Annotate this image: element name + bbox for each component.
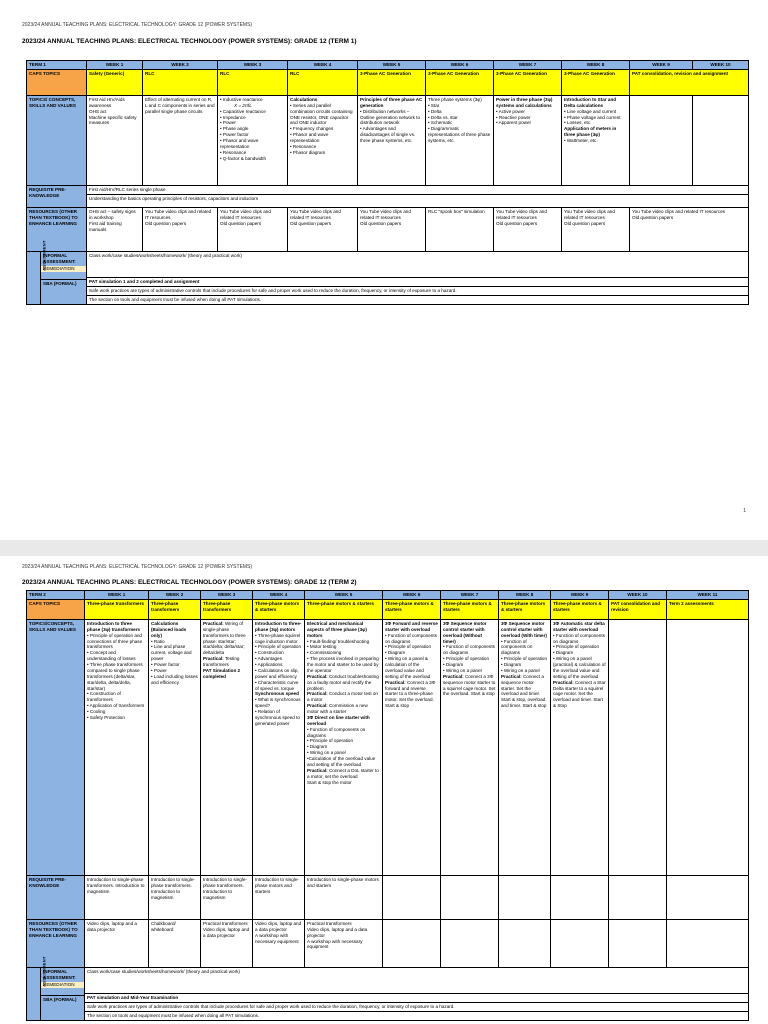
topic-item: • Advantages and disadvantages of single vs. three phase systems, etc. — [360, 126, 423, 144]
topic-item: • Diagrammatic representations of three phase systems, etc. — [428, 126, 491, 144]
topic-item: • Safety Protection — [87, 715, 146, 721]
topic-item: • Function of components on diagrams — [501, 639, 548, 657]
topic-item: • Star — [428, 103, 491, 109]
week-header: WEEK 3 — [201, 591, 253, 600]
informal-assessment-text: Class work/case studies/worksheets/homework/ (theory and practical work) — [85, 967, 749, 993]
topic-cell-week-7 — [441, 619, 499, 875]
week-header: WEEK 4 — [253, 591, 305, 600]
topic-item: • Fault-finding/ troubleshooting — [307, 639, 380, 645]
topic-cell-week-11 — [667, 619, 749, 875]
topic-item: • Function of components on diagrams — [443, 644, 496, 656]
caps-topic: PAT consolidation and revision — [609, 599, 667, 619]
sba-note: The section on tools and equipment must be infused when doing all PAT simulations. — [89, 296, 262, 302]
prerequisite-cell — [551, 875, 609, 919]
topic-item: • Delta — [428, 109, 491, 115]
caps-topic: 3-Phase AC Generation — [426, 69, 494, 95]
resource-cell — [143, 207, 218, 251]
informal-assessment-label: INFORMAL ASSESSMENT: REMEDIATION — [41, 968, 85, 996]
topic-cell-week-3 — [218, 95, 288, 185]
caps-topic: RLC — [288, 69, 358, 95]
informal-assessment-row — [27, 251, 749, 277]
page-term-2 — [0, 556, 768, 1024]
resources-row — [27, 207, 749, 251]
topic-heading: 3Φ Direct on line starter with overload — [307, 714, 370, 726]
topic-item: • Principle of operation and connections of three phase transformers — [87, 633, 146, 651]
topic-item: • Principle of operation — [553, 644, 606, 650]
topic-cell-week-3 — [201, 619, 253, 875]
resource-cell — [358, 207, 426, 251]
topic-cell-week-7 — [494, 95, 562, 185]
resource-line: Old question papers — [496, 220, 538, 226]
caps-topics-label: CAPS TOPICS — [27, 599, 85, 619]
informal-assessment-text: Class work/case studies/worksheets/homework/ (theory and practical work) — [87, 251, 749, 277]
topic-item: • Power — [220, 120, 285, 126]
topic-heading: Application of meters in three phase (3φ) — [564, 126, 617, 138]
topic-item: • The process involved in preparing the motor and starter to be used by the operator — [307, 656, 380, 674]
week-header: WEEK 7 — [494, 61, 562, 70]
week-header-row — [27, 591, 749, 600]
term-label: TERM 1 — [27, 61, 87, 70]
caps-topics-row — [27, 599, 749, 619]
week-header: WEEK 9 — [630, 61, 693, 70]
week-header: WEEK 8 — [562, 61, 630, 70]
practical-line: Practical: Conduct a motor test on a motor — [307, 691, 378, 703]
topic-item: • Diagram — [385, 650, 438, 656]
topic-item: • Diagram — [443, 662, 496, 668]
week-header: WEEK 2 — [149, 591, 201, 600]
topic-heading: Synchronous speed — [255, 691, 299, 697]
prerequisite-row — [27, 875, 749, 919]
topic-item: • Wiring on a panel — [443, 668, 496, 674]
reactance-formula: X = 2πfL — [234, 102, 252, 108]
resources-row — [27, 919, 749, 967]
topic-item: • Cooling — [87, 709, 146, 715]
sba-heading: PAT simulation and Mid-Year Examination — [85, 994, 748, 1003]
topic-list — [553, 633, 606, 680]
topic-cell-week-10 — [693, 95, 749, 185]
topic-heading: Calculations — [290, 96, 318, 102]
caps-topics-label: CAPS TOPICS — [27, 69, 87, 95]
topic-cell-week-1 — [85, 619, 149, 875]
practical-line: Practical: Wiring of single-phase transformers to three phase: star/star; star/delta; delta/star; delta/delta — [203, 620, 246, 656]
topic-item: • Phase voltage and current — [564, 115, 627, 121]
caps-topic: Three-phase transformers — [149, 599, 201, 619]
resource-line: You Tube video clips and related IT resources — [220, 208, 271, 220]
topic-list — [220, 109, 285, 162]
page-title: 2023/24 ANNUAL TEACHING PLANS: ELECTRICAL TECHNOLOGY (POWER SYSTEMS): GRADE 12 (TERM 2) — [22, 579, 357, 586]
topic-item: • Diagram — [501, 662, 548, 668]
week-header: WEEK 10 — [609, 591, 667, 600]
topic-item: • Relation of synchronous speed to generated power — [255, 709, 302, 727]
practical-line: Practical: Connect a 3Φ sequence motor starter to a squirrel cage motor. Set the overload. Start & stop — [443, 673, 496, 697]
sba-label: SBA (FORMAL) — [41, 279, 87, 304]
topic-item: • Three phase transformers compared to single phase transformers (delta/star, star/delta, delta/delta, star/star) — [87, 662, 146, 691]
practical-line: Practical: Conduct troubleshooting on a faulty motor and rectify the problem — [307, 673, 379, 691]
resource-cell — [562, 207, 630, 251]
term-label: TERM 2 — [27, 591, 85, 600]
prerequisite-cell: Introduction to single-phase transformers. Introduction to magnetism — [201, 875, 253, 919]
topics-row — [27, 619, 749, 875]
topic-item: • Construction of transformers — [87, 691, 146, 703]
topic-item: • Line and phase current, voltage and power — [151, 644, 198, 662]
topics-label: TOPICS/CONCEPTS, SKILLS AND VALUES — [27, 619, 85, 875]
topic-cell-week-6 — [383, 619, 441, 875]
sba-label: SBA (FORMAL) — [41, 995, 85, 1020]
caps-topic: Three-phase transformers — [85, 599, 149, 619]
topic-list — [496, 109, 559, 127]
topic-cell-week-6 — [426, 95, 494, 185]
running-header: 2023/24 ANNUAL TEACHING PLANS: ELECTRICAL TECHNOLOGY: GRADE 12 (POWER SYSTEMS) — [22, 22, 253, 28]
resource-cell: Video clips, laptop and a data projector A workshop with necessary equipment — [253, 919, 305, 967]
topic-item: • Schematic — [428, 120, 491, 126]
topic-item: • Advantages — [255, 656, 302, 662]
topic-cell-week-9 — [551, 619, 609, 875]
remediation-label: REMEDIATION — [41, 982, 84, 988]
topic-heading: 3Φ Automatic star delta starter with overload — [553, 620, 605, 632]
practical-line: Practical: Connect a Star Delta starter to a squirrel cage motor. Set the overload and timer. Start & Stop — [553, 679, 606, 709]
topic-heading: 3Φ Sequence motor control starter with overload (With timer) — [501, 620, 547, 638]
topic-cell-week-2: Effect of alternating current on R, L and C components in series and parallel single phase circuits — [143, 95, 218, 185]
prerequisite-cell — [441, 875, 499, 919]
prerequisite-cell: Introduction to single-phase motors and starters — [305, 875, 383, 919]
topic-item: • Resonance — [220, 150, 285, 156]
resource-cell: Practical transformers Video clips, laptop and a data projector — [201, 919, 253, 967]
assessment-label-cell — [27, 240, 87, 304]
topic-heading: Introduction to three phase (3φ) transformers — [87, 620, 141, 632]
topic-item: • Wiring on a panel — [501, 668, 548, 674]
resource-line: Old question papers — [564, 220, 606, 226]
prerequisite-cell — [87, 185, 749, 207]
topic-item: • Phasor diagram — [290, 150, 355, 156]
resource-cell — [667, 919, 749, 967]
resource-cell — [551, 919, 609, 967]
page-number: 1 — [743, 508, 746, 514]
running-header: 2023/24 ANNUAL TEACHING PLANS: ELECTRICAL TECHNOLOGY: GRADE 12 (POWER SYSTEMS) — [22, 564, 253, 570]
topic-heading: Calculations (Balanced loads only) — [151, 620, 187, 638]
topic-list — [255, 633, 302, 692]
topic-list — [290, 103, 355, 156]
assessment-label-cell — [27, 956, 85, 1020]
topic-list — [255, 697, 302, 726]
week-header: WEEK 8 — [499, 591, 551, 600]
prerequisite-cell — [499, 875, 551, 919]
topic-item: • Wiring on a panel — [307, 750, 380, 756]
prerequisite-cell — [609, 875, 667, 919]
caps-topic: 3-Phase AC Generation — [494, 69, 562, 95]
topic-item: • Principle of operation — [255, 644, 302, 650]
topic-item: • Characteristic curve of speed vs. torque — [255, 680, 302, 692]
week-header: WEEK 5 — [358, 61, 426, 70]
topic-item: • Application of transformers — [87, 703, 146, 709]
page-title: 2023/24 ANNUAL TEACHING PLANS: ELECTRICAL TECHNOLOGY (POWER SYSTEMS): GRADE 12 (TERM 1) — [22, 38, 357, 45]
topic-item: • Delta vs. star — [428, 115, 491, 121]
topic-intro: Three phase systems (3φ) — [428, 96, 482, 102]
topic-heading: 3Φ Forward and reverse starter with overload — [385, 620, 438, 632]
sba-note: Safe work practices are types of administrative controls that include procedures for safe and proper work used to reduce the duration, frequency, or intensity of exposure to a hazard. — [87, 287, 748, 296]
caps-topic: Three-phase motors & starters — [551, 599, 609, 619]
resource-line: You Tube video clips and related IT resources — [145, 208, 212, 220]
topic-heading: Electrical and mechanical aspects of three phase (3φ) motors — [307, 620, 367, 638]
resource-cell — [288, 207, 358, 251]
topic-item: • Distribution networks – Outline generation network to distribution network — [360, 109, 423, 127]
practical-line: Practical: Testing transformers — [203, 656, 240, 667]
topic-item: • Power factor — [151, 662, 198, 668]
topic-list — [564, 138, 627, 144]
topic-cell-week-5 — [305, 619, 383, 875]
topic-item: • Phasor and wave representation — [220, 138, 285, 150]
topic-item: • Reactive power — [496, 115, 559, 121]
prerequisite-cell — [383, 875, 441, 919]
resource-line: Old question papers — [220, 220, 262, 226]
topic-item: • Calculations on slip, power and efficiency — [255, 668, 302, 680]
topic-cell-week-9 — [630, 95, 693, 185]
topic-item: • Applications — [255, 662, 302, 668]
topic-item: • Resonance — [290, 144, 355, 150]
topic-item: • Losses, etc. — [564, 120, 627, 126]
informal-assessment-label: INFORMAL ASSESSMENT: REMEDIATION — [41, 252, 87, 280]
caps-topic: RLC — [218, 69, 288, 95]
topic-item: • Principle of operation — [385, 644, 438, 650]
resource-line: You Tube video clips and related IT resources — [564, 208, 615, 220]
resource-cell: RLC "spook box" simulation — [426, 207, 494, 251]
resource-cell: Practical transformers Video clips, laptop and a data projector A workshop with necessary equipment — [305, 919, 383, 967]
week-header: WEEK 3 — [218, 61, 288, 70]
caps-topic: Three-phase motors & starters — [253, 599, 305, 619]
resource-line: You Tube video clips and related IT resources — [290, 208, 341, 220]
resource-cell: You Tube video clips and related IT resources Old question papers — [630, 207, 749, 251]
topic-item: • Concept and understanding of losses — [87, 650, 146, 662]
topic-item: • Active power — [496, 109, 559, 115]
topic-item: • Diagram — [553, 650, 606, 656]
week-header: WEEK 9 — [551, 591, 609, 600]
topic-item: • Motor testing — [307, 644, 380, 650]
resource-cell — [441, 919, 499, 967]
week-header: WEEK 10 — [693, 61, 749, 70]
topic-cell-week-5 — [358, 95, 426, 185]
topic-item: • Load including losses and efficiency — [151, 674, 198, 686]
sba-cell — [85, 994, 749, 1021]
topic-item: • What is synchronous speed? — [255, 697, 302, 709]
prerequisite-cell — [667, 875, 749, 919]
topic-cell-week-2 — [149, 619, 201, 875]
topic-item: • Diagram — [307, 744, 380, 750]
topic-cell-week-4 — [253, 619, 305, 875]
caps-topic: Three-phase motors & starters — [441, 599, 499, 619]
term-2-plan-table — [26, 590, 749, 1021]
prerequisite-line: Understanding the basics operating principles of resistors, capacitors and inductors — [89, 195, 259, 201]
topic-item: • Frequency changes — [290, 126, 355, 132]
topic-item: • Wattmeter, etc. — [564, 138, 627, 144]
practical-line: Practical: Connect a sequence motor starter. Set the overload and timer. Start & stop, overload and timer. Start & stop — [501, 673, 547, 709]
topic-item: • Construction — [255, 650, 302, 656]
topic-list — [87, 633, 146, 721]
practical-line: Practical: Connect a 3Φ forward and reverse starter to a three-phase motor. Set the overload. Start & stop — [385, 679, 436, 709]
resources-label: RESOURCES (OTHER THAN TEXTBOOK) TO ENHANCE LEARNING — [27, 207, 87, 251]
resource-cell: Video clips, laptop and a data projector — [85, 919, 149, 967]
topic-item: • Power — [151, 668, 198, 674]
topic-list — [385, 633, 438, 680]
topic-item: • Phasor and wave representation — [290, 132, 355, 144]
topic-item: • Q-factor & bandwidth — [220, 156, 285, 162]
assessment-side-label: ASSESSMENT — [27, 252, 41, 304]
topic-list — [360, 109, 423, 144]
week-header: WEEK 11 — [667, 591, 749, 600]
sba-heading: PAT simulation 1 and 2 completed and assignment — [87, 278, 748, 287]
topic-list — [564, 109, 627, 127]
topic-item: • Function of components on diagrams — [553, 633, 606, 645]
resource-cell: OHS act – safety signs in workshop First aid training manuals — [87, 207, 143, 251]
prerequisite-label: REQUISITE PRE-KNOWLEDGE — [27, 185, 87, 207]
resource-cell — [499, 919, 551, 967]
caps-topic: Three-phase motors & starters — [499, 599, 551, 619]
topic-cell-week-10 — [609, 619, 667, 875]
informal-assessment-row — [27, 967, 749, 993]
topic-item: • Principle of operation — [307, 738, 380, 744]
topic-item: • Wiring on a panel (practical) & calculation of the overload value and setting of the overload — [553, 656, 606, 680]
resource-cell — [494, 207, 562, 251]
topic-line: •Calculation of the overload value and setting of the overload — [307, 756, 376, 767]
prerequisite-cell: Introduction to single-phase motors and starters — [253, 875, 305, 919]
sba-note: Safe work practices are types of administrative controls that include procedures for safe and proper work used to reduce the duration, frequency, or intensity of exposure to a hazard. — [85, 1003, 748, 1012]
week-header: WEEK 1 — [87, 61, 143, 70]
topic-item: • Function of components on diagrams — [385, 633, 438, 645]
prerequisite-cell: Introduction to single-phase transformers. Introduction to magnetism — [85, 875, 149, 919]
caps-topic: PAT consolidation, revision and assignment — [630, 69, 749, 95]
caps-topics-row — [27, 69, 749, 95]
caps-topic: RLC — [143, 69, 218, 95]
topic-list — [443, 644, 496, 673]
caps-topic: Three-phase transformers — [201, 599, 253, 619]
topic-cell-week-4 — [288, 95, 358, 185]
topic-list — [501, 639, 548, 674]
caps-topic: 3-Phase AC Generation — [562, 69, 630, 95]
prerequisite-cell: Introduction to single-phase transformers. Introduction to magnetism — [149, 875, 201, 919]
practical-line: Practical: Connect a DoL starter to a motor, set the overload — [307, 767, 379, 779]
topic-item: • Inductive reactance — [220, 97, 285, 103]
caps-topic: Term 2 assessments — [667, 599, 749, 619]
week-header: WEEK 5 — [305, 591, 383, 600]
topics-label: TOPICS/ CONCEPTS, SKILLS AND VALUES — [27, 95, 87, 185]
week-header: WEEK 1 — [85, 591, 149, 600]
caps-topic: Three-phase motors & starters — [383, 599, 441, 619]
topic-list — [151, 639, 198, 686]
topic-item: • Capacitive reactance — [220, 109, 285, 115]
week-header-row — [27, 61, 749, 70]
week-header: WEEK 2 — [143, 61, 218, 70]
topic-list — [307, 639, 380, 674]
week-header: WEEK 6 — [426, 61, 494, 70]
practical-line: Practical: Commission a new motor with a starter — [307, 703, 368, 714]
topic-heading: Introduction to three-phase (3φ) motors — [255, 620, 302, 632]
assessment-side-label: ASSESSMENT — [27, 968, 41, 1020]
topic-line: Start & stop the motor — [307, 779, 352, 785]
topic-item: • Impedance — [220, 115, 285, 121]
topic-item: • Apparent power — [496, 120, 559, 126]
caps-topic: 3-Phase AC Generation — [358, 69, 426, 95]
resource-line: Old question papers — [290, 220, 332, 226]
topic-list — [428, 103, 491, 144]
resources-label: RESOURCES (OTHER THAN TEXTBOOK) TO ENHANCE LEARNING — [27, 919, 85, 967]
topic-cell-week-8 — [499, 619, 551, 875]
resource-cell — [609, 919, 667, 967]
resource-line: Old question papers — [360, 220, 402, 226]
topic-item: • Principle of operation — [443, 656, 496, 662]
topic-cell-week-8 — [562, 95, 630, 185]
sba-note: The section on tools and equipment must be infused when doing all PAT simulations. — [87, 1012, 260, 1018]
topic-cell-week-1: First Aid HIV/Aids awareness OHS act Machine specific safety measures — [87, 95, 143, 185]
remediation-label: REMEDIATION — [41, 266, 86, 272]
prerequisite-row — [27, 185, 749, 207]
week-header: WEEK 4 — [288, 61, 358, 70]
resource-cell: Chalkboard/ whiteboard — [149, 919, 201, 967]
topic-item: • Commissioning — [307, 650, 380, 656]
resource-cell — [383, 919, 441, 967]
pat-note: PAT Simulation 2 completed — [203, 667, 241, 679]
term-1-plan-table — [26, 60, 749, 305]
prerequisite-line: First Aid/HIV/RLC series single phase — [87, 186, 748, 195]
topic-item: • Line voltage and current — [564, 109, 627, 115]
topic-heading: 3Φ Sequence motor control starter with overload (Without timer) — [443, 620, 487, 644]
topic-item: • Wiring on a panel & calculation of the overload value and setting of the overload — [385, 656, 438, 680]
topic-heading: Introduction to Star and Delta calculations — [564, 96, 617, 108]
topic-item: • Principle of operation — [501, 656, 548, 662]
sba-cell — [87, 278, 749, 305]
topic-item: • Ratio — [151, 639, 198, 645]
resource-cell — [218, 207, 288, 251]
resource-line: You Tube video clips and related IT resources — [496, 208, 547, 220]
topic-item: • Phase angle — [220, 126, 285, 132]
week-header: WEEK 6 — [383, 591, 441, 600]
topic-item: • Power factor — [220, 132, 285, 138]
topic-item: • Series and parallel combination circuits containing ONE resistor, ONE capacitor and ONE inductor — [290, 103, 355, 127]
resource-line: You Tube video clips and related IT resources — [360, 208, 411, 220]
topic-heading: Power in three phase (3φ) systems and calculations — [496, 96, 553, 108]
topic-item: • Function of components on diagrams — [307, 727, 380, 739]
topics-row — [27, 95, 749, 185]
topic-item: • Three-phase squirrel cage induction motor — [255, 633, 302, 645]
resource-line: Old question papers — [145, 220, 187, 226]
caps-topic: Safety (Generic) — [87, 69, 143, 95]
caps-topic: Three-phase motors & starters — [305, 599, 383, 619]
week-header: WEEK 7 — [441, 591, 499, 600]
sba-row — [27, 994, 749, 1021]
prerequisite-label: REQUISITE PRE-KNOWLEDGE — [27, 875, 85, 919]
topic-heading: Principles of three phase AC generation — [360, 96, 423, 108]
sba-row — [27, 278, 749, 305]
topic-list — [307, 727, 380, 756]
